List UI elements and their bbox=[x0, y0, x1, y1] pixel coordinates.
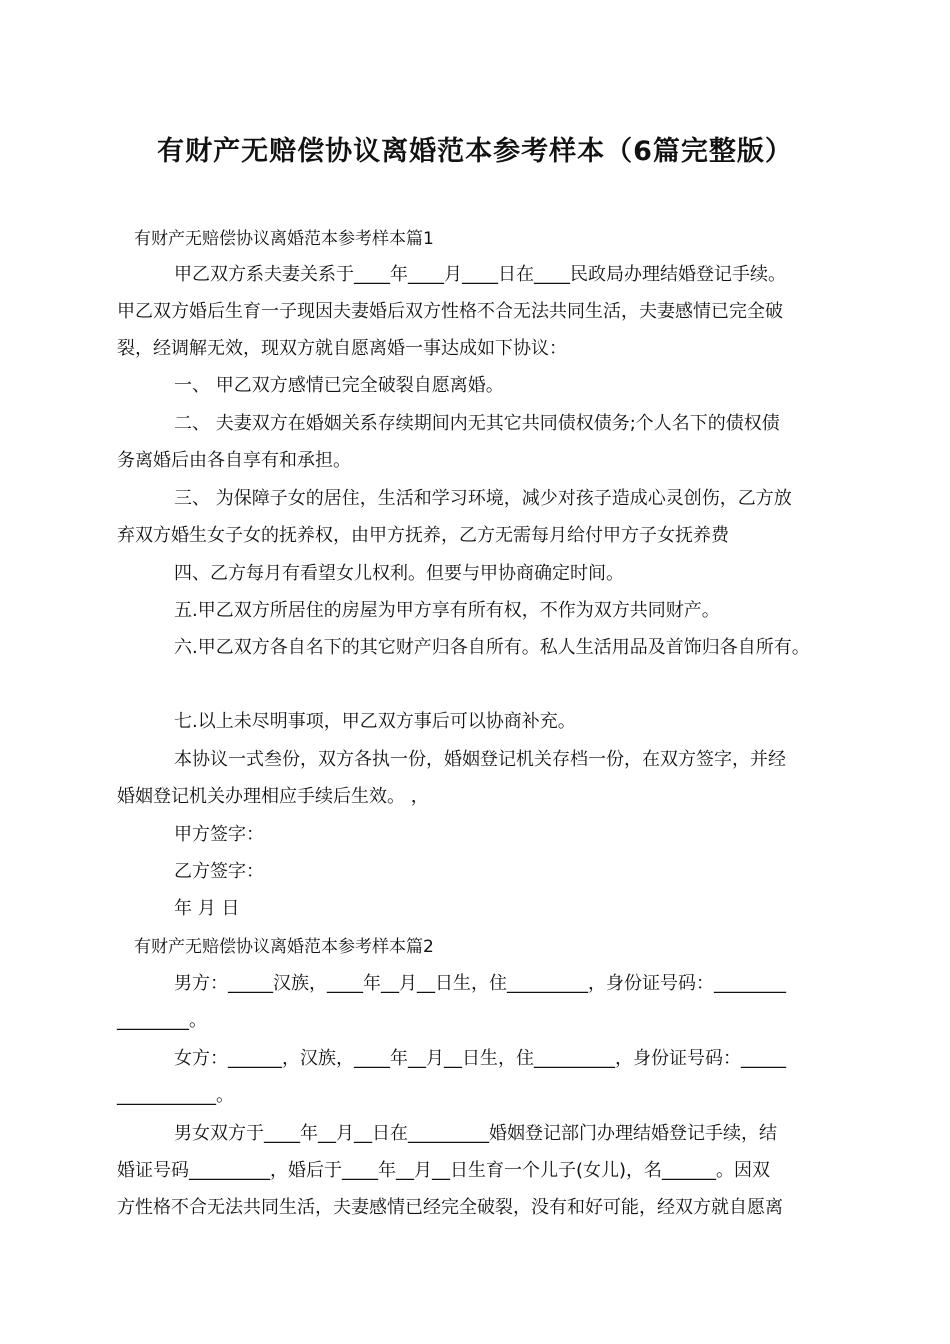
clause-item: 四、乙方每月有看望女儿权利。但要与甲协商确定时间。 bbox=[174, 563, 624, 584]
paragraph-line: 婚证号码_________，婚后于____年__月__日生育一个儿子(女儿)，名______。因双 bbox=[117, 1160, 771, 1181]
clause-item: 五.甲乙双方所居住的房屋为甲方享有所有权，不作为双方共同财产。 bbox=[174, 600, 720, 621]
paragraph-line: 甲乙双方婚后生育一子现因夫妻婚后双方性格不合无法共同生活，夫妻感情已完全破 bbox=[117, 301, 783, 322]
date-line: 年 月 日 bbox=[174, 898, 240, 919]
clause-item: 七.以上未尽明事项，甲乙双方事后可以协商补充。 bbox=[174, 711, 576, 732]
paragraph-line: 弃双方婚生女子女的抚养权，由甲方抚养，乙方无需每月给付甲方子女抚养费 bbox=[117, 525, 729, 546]
paragraph-line: ___________。 bbox=[117, 1085, 234, 1106]
paragraph-line: 女方：______，汉族，____年__月__日生，住_________，身份证号码：_____ bbox=[174, 1048, 786, 1069]
clause-item: 六.甲乙双方各自名下的其它财产归各自所有。私人生活用品及首饰归各自所有。 bbox=[174, 637, 810, 658]
section-heading: 有财产无赔偿协议离婚范本参考样本篇2 bbox=[134, 937, 434, 957]
clause-item: 二、 夫妻双方在婚姻关系存续期间内无其它共同债权债务;个人名下的债权债 bbox=[174, 413, 780, 434]
paragraph-line: 本协议一式叁份，双方各执一份，婚姻登记机关存档一份，在双方签字，并经 bbox=[174, 749, 786, 770]
paragraph-line: 甲乙双方系夫妻关系于____年____月____日在____民政局办理结婚登记手续。 bbox=[174, 264, 786, 285]
section-heading: 有财产无赔偿协议离婚范本参考样本篇1 bbox=[134, 229, 434, 249]
paragraph-line: 男女双方于____年__月__日在_________婚姻登记部门办理结婚登记手续，结 bbox=[174, 1123, 777, 1144]
paragraph-line: 男方：_____汉族，____年__月__日生，住_________，身份证号码：________ bbox=[174, 973, 786, 994]
paragraph-line: ________。 bbox=[117, 1010, 207, 1031]
clause-item: 一、 甲乙双方感情已完全破裂自愿离婚。 bbox=[174, 375, 504, 396]
paragraph-line: 方性格不合无法共同生活，夫妻感情已经完全破裂，没有和好可能，经双方就自愿离 bbox=[117, 1197, 783, 1218]
clause-item: 三、 为保障子女的居住，生活和学习环境，减少对孩子造成心灵创伤，乙方放 bbox=[174, 488, 792, 509]
paragraph-line: 裂，经调解无效，现双方就自愿离婚一事达成如下协议： bbox=[117, 338, 567, 359]
signature-party-a: 甲方签字： bbox=[174, 824, 264, 845]
document-title: 有财产无赔偿协议离婚范本参考样本（6篇完整版） bbox=[157, 136, 793, 167]
signature-party-b: 乙方签字： bbox=[174, 861, 264, 882]
paragraph-line: 务离婚后由各自享有和承担。 bbox=[117, 450, 351, 471]
paragraph-line: 婚姻登记机关办理相应手续后生效。 ， bbox=[117, 786, 429, 807]
